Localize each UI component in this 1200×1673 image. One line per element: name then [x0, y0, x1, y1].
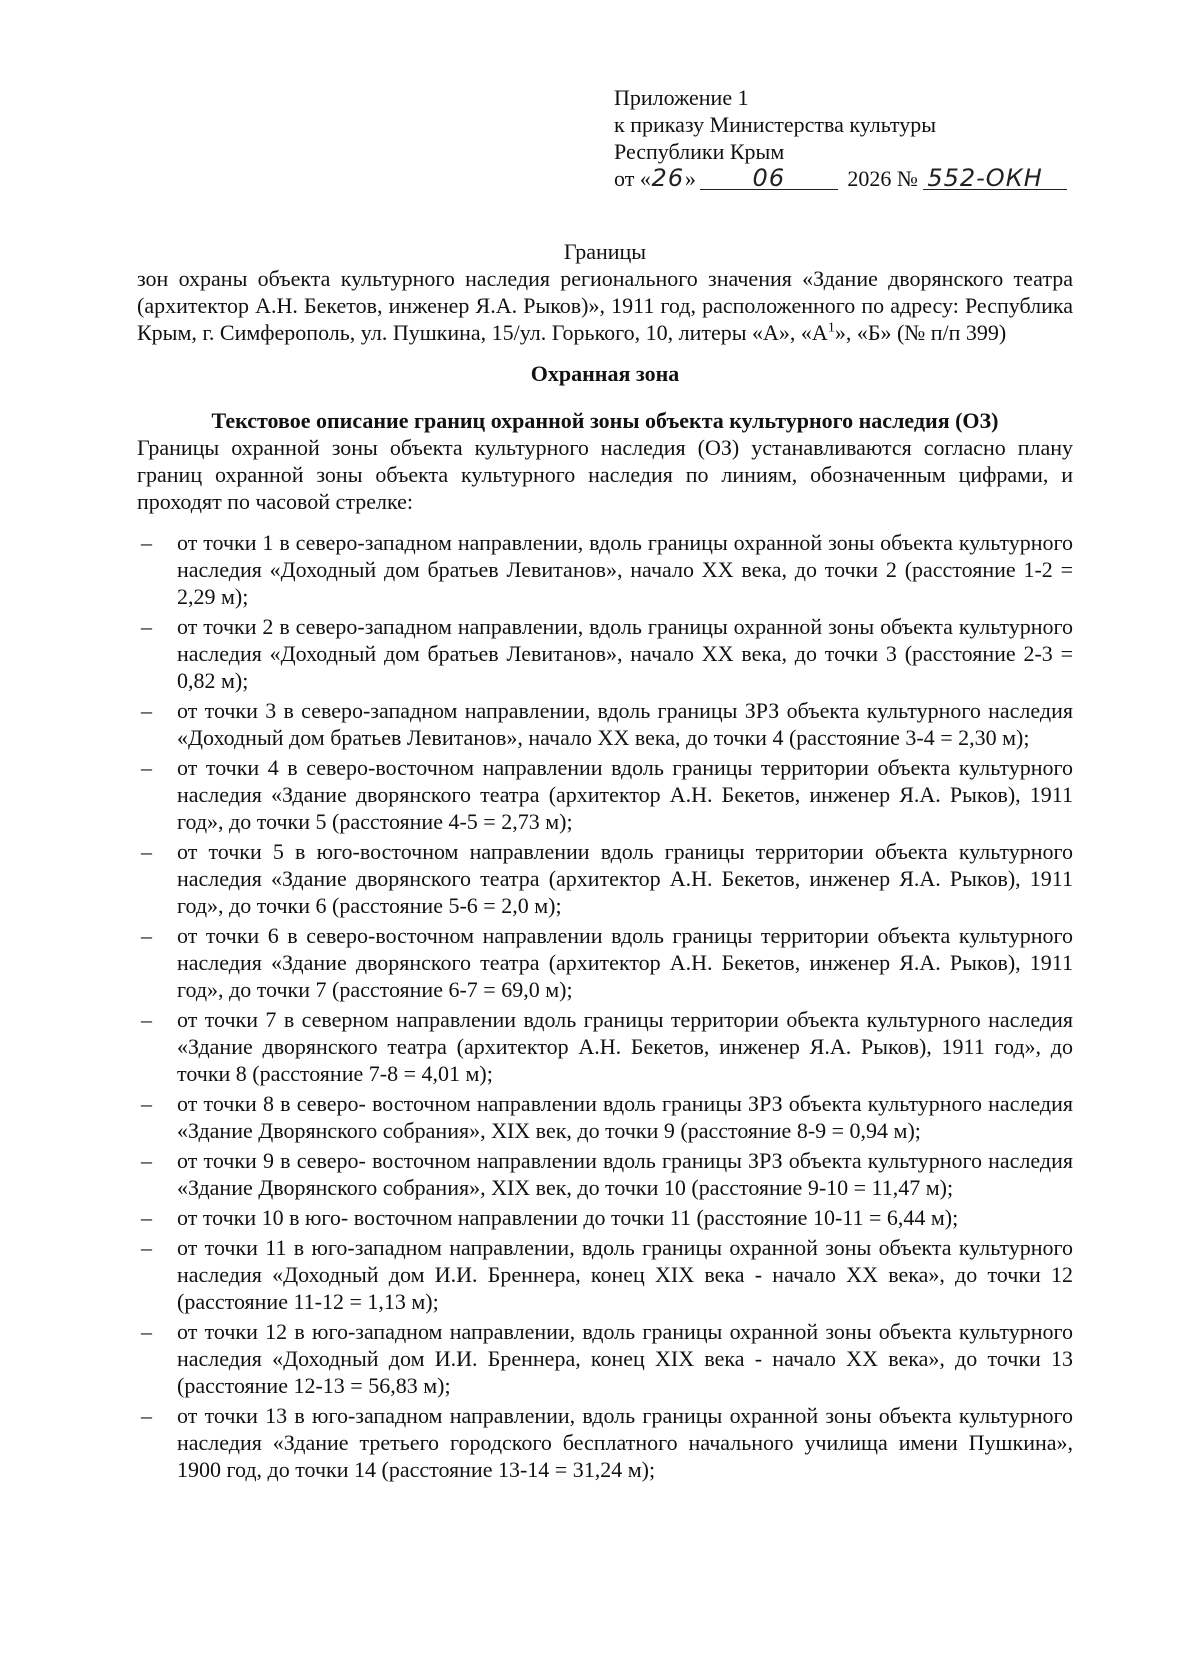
order-date-line [614, 165, 1094, 192]
document-body [137, 238, 1073, 1486]
list-item-text: от точки 7 в северном направлении вдоль границы территории объекта культурного наследия «Здание дворянского театра (архитектор А.Н. Бекетов, инженер Я.А. Рыков), 1911 год», до точки 8 (расстояние 7-8 = 4,01 м); [177, 1007, 1073, 1086]
date-prefix: от « [614, 166, 651, 191]
list-item-text: от точки 8 в северо- восточном направлении вдоль границы ЗРЗ объекта культурного наследия «Здание Дворянского собрания», XIX век, до точки 9 (расстояние 8-9 = 0,94 м); [177, 1091, 1073, 1143]
list-item-text: от точки 9 в северо- восточном направлении вдоль границы ЗРЗ объекта культурного наследия «Здание Дворянского собрания», XIX век, до точки 10 (расстояние 9-10 = 11,47 м); [177, 1148, 1073, 1200]
list-dash: – [141, 1403, 152, 1428]
list-dash: – [141, 923, 152, 948]
list-dash: – [141, 1007, 152, 1032]
list-item [137, 1006, 1073, 1087]
list-dash: – [141, 614, 152, 639]
list-item-text: от точки 11 в юго-западном направлении, вдоль границы охранной зоны объекта культурного наследия «Доходный дом И.И. Бреннера, конец XIX века - начало ХХ века», до точки 12 (расстояние 11-12 = 1,13 м); [177, 1235, 1073, 1314]
list-item [137, 529, 1073, 610]
subject-text-part2: », «Б» (№ п/п 399) [834, 320, 1007, 345]
list-dash: – [141, 839, 152, 864]
appendix-number: Приложение 1 [614, 85, 749, 110]
order-number-handwritten: 552-ОКН [923, 167, 1067, 190]
list-item-text: от точки 5 в юго-восточном направлении вдоль границы территории объекта культурного наследия «Здание дворянского театра (архитектор А.Н. Бекетов, инженер Я.А. Рыков), 1911 год», до точки 6 (расстояние 5-6 = 2,0 м); [177, 839, 1073, 918]
list-item [137, 754, 1073, 835]
boundary-points-list [137, 529, 1073, 1483]
list-dash: – [141, 1205, 152, 1230]
list-dash: – [141, 1148, 152, 1173]
document-subject [137, 265, 1073, 346]
list-item [137, 1204, 1073, 1231]
list-item [137, 613, 1073, 694]
list-item [137, 1402, 1073, 1483]
order-reference: к приказу Министерства культуры [614, 112, 937, 137]
list-dash: – [141, 1235, 152, 1260]
list-item-text: от точки 12 в юго-западном направлении, вдоль границы охранной зоны объекта культурного наследия «Доходный дом И.И. Бреннера, конец XIX века - начало ХХ века», до точки 13 (расстояние 12-13 = 56,83 м); [177, 1319, 1073, 1398]
date-day-handwritten: 26 [651, 164, 685, 192]
document-heading: Границы [563, 239, 647, 264]
date-mid: » [684, 166, 696, 191]
list-item [137, 697, 1073, 751]
list-dash: – [141, 530, 152, 555]
appendix-header [614, 84, 1094, 192]
section-title: Охранная зона [530, 361, 680, 386]
list-item [137, 1318, 1073, 1399]
list-item [137, 838, 1073, 919]
date-year: 2026 № [847, 166, 918, 191]
list-item-text: от точки 10 в юго- восточном направлении до точки 11 (расстояние 10-11 = 6,44 м); [177, 1205, 959, 1230]
list-item-text: от точки 2 в северо-западном направлении, вдоль границы охранной зоны объекта культурного наследия «Доходный дом братьев Левитанов», начало ХХ века, до точки 3 (расстояние 2-3 = 0,82 м); [177, 614, 1073, 693]
list-item [137, 1234, 1073, 1315]
list-item-text: от точки 13 в юго-западном направлении, вдоль границы охранной зоны объекта культурного наследия «Здание третьего городского бесплатного начального училища имени Пушкина», 1900 год, до точки 14 (расстояние 13-14 = 31,24 м); [177, 1403, 1073, 1482]
list-item-text: от точки 1 в северо-западном направлении, вдоль границы охранной зоны объекта культурного наследия «Доходный дом братьев Левитанов», начало ХХ века, до точки 2 (расстояние 1-2 = 2,29 м); [177, 530, 1073, 609]
intro-paragraph: Границы охранной зоны объекта культурного наследия (ОЗ) устанавливаются согласно плану границ охранной зоны объекта культурного наследия по линиям, обозначенным цифрами, и проходят по часовой стрелке: [137, 435, 1073, 514]
list-item [137, 1090, 1073, 1144]
list-dash: – [141, 1091, 152, 1116]
list-dash: – [141, 755, 152, 780]
subsection-title: Текстовое описание границ охранной зоны объекта культурного наследия (ОЗ) [211, 408, 999, 433]
list-item-text: от точки 4 в северо-восточном направлении вдоль границы территории объекта культурного наследия «Здание дворянского театра (архитектор А.Н. Бекетов, инженер Я.А. Рыков), 1911 год», до точки 5 (расстояние 4-5 = 2,73 м); [177, 755, 1073, 834]
list-item-text: от точки 6 в северо-восточном направлении вдоль границы территории объекта культурного наследия «Здание дворянского театра (архитектор А.Н. Бекетов, инженер Я.А. Рыков), 1911 год», до точки 7 (расстояние 6-7 = 69,0 м); [177, 923, 1073, 1002]
date-month-handwritten: 06 [700, 167, 838, 190]
list-dash: – [141, 698, 152, 723]
list-item [137, 1147, 1073, 1201]
subject-superscript: 1 [827, 320, 835, 336]
list-dash: – [141, 1319, 152, 1344]
republic-name: Республики Крым [614, 139, 785, 164]
list-item-text: от точки 3 в северо-западном направлении, вдоль границы ЗРЗ объекта культурного наследия «Доходный дом братьев Левитанов», начало ХХ века, до точки 4 (расстояние 3-4 = 2,30 м); [177, 698, 1073, 750]
subject-text-part1: зон охраны объекта культурного наследия регионального значения «Здание дворянского театра (архитектор А.Н. Бекетов, инженер Я.А. Рыков)», 1911 год, расположенного по адресу: Республика Крым, г. Симферополь, ул. Пушкина, 15/ул. Горького, 10, литеры «А», «А [137, 266, 1073, 345]
list-item [137, 922, 1073, 1003]
